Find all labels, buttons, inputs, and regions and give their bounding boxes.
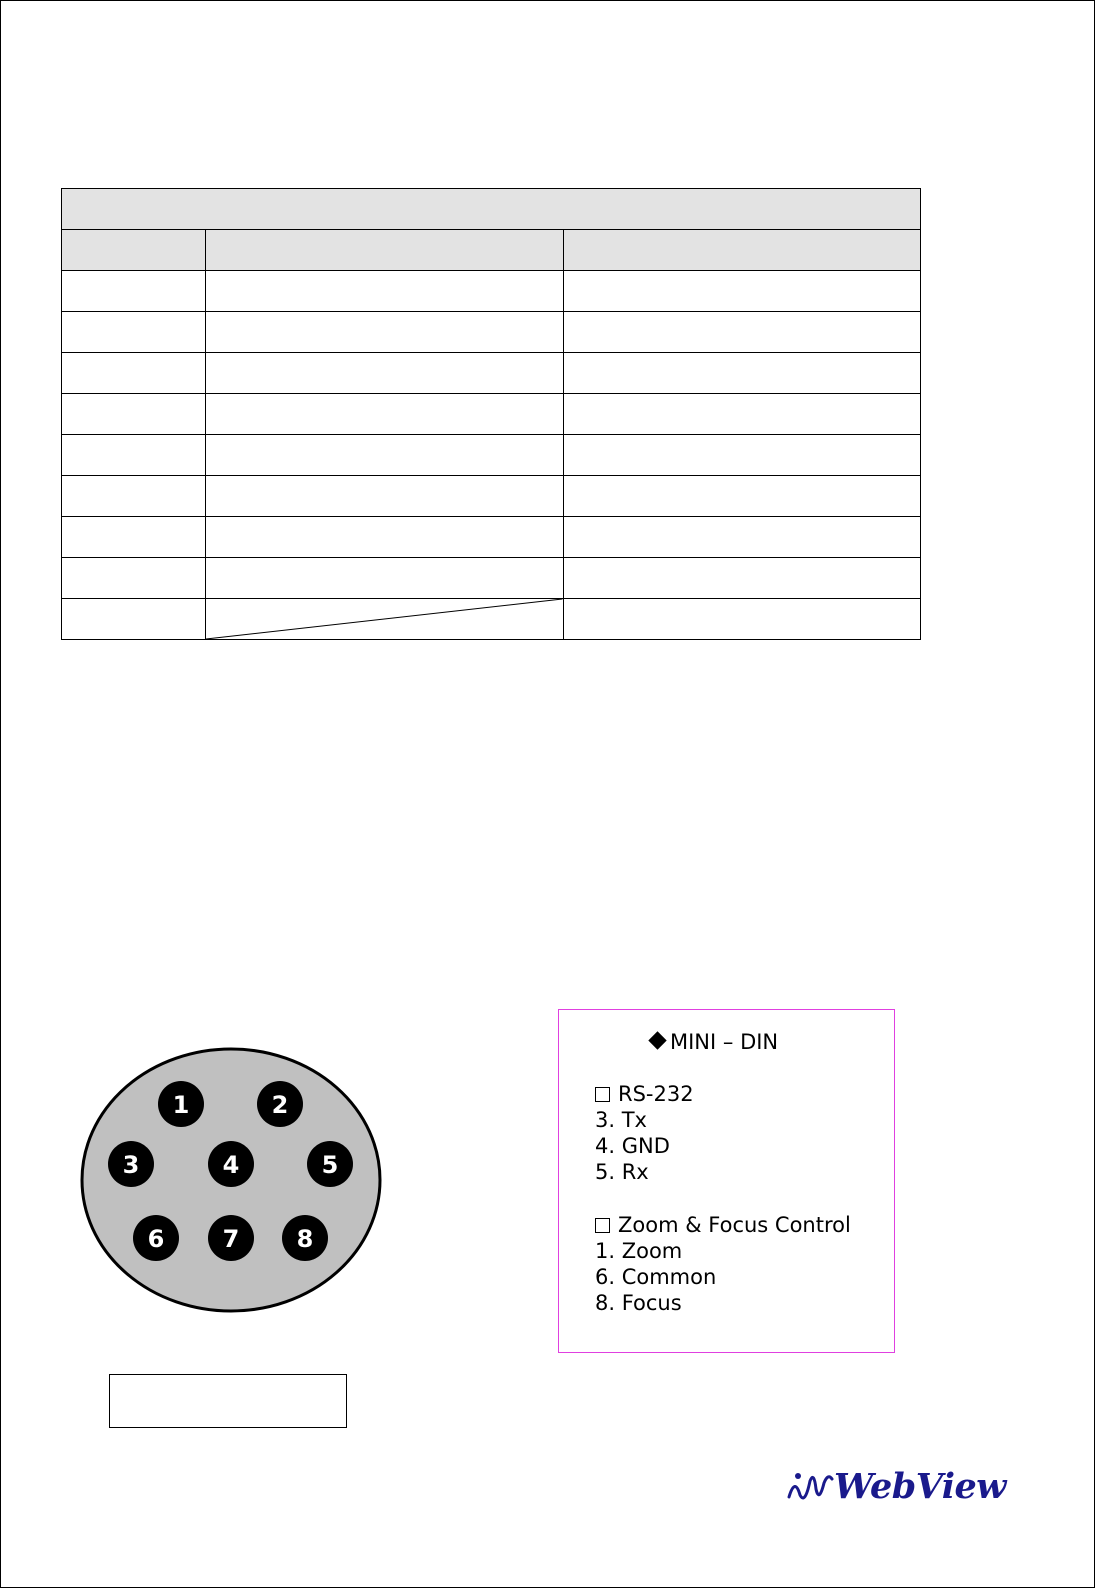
checkbox-square-icon [595, 1087, 610, 1102]
table-cell [62, 353, 206, 394]
legend-title [651, 1030, 778, 1054]
pin-label: 1 [172, 1091, 190, 1119]
table-cell [563, 394, 920, 435]
pin-label: 3 [122, 1151, 140, 1179]
pin-label: 5 [321, 1151, 339, 1179]
table-cell [563, 476, 920, 517]
table-cell [206, 353, 563, 394]
table-cell [206, 312, 563, 353]
pin-1 [158, 1081, 204, 1127]
table-cell [206, 271, 563, 312]
legend-item: 1. Zoom [595, 1239, 683, 1263]
diamond-bullet-icon [648, 1031, 666, 1049]
pin-label: 8 [296, 1225, 314, 1253]
diagonal-line [206, 599, 562, 639]
table-row [62, 517, 921, 558]
header-cell [206, 230, 563, 271]
table-row [62, 476, 921, 517]
table-cell [563, 312, 920, 353]
table-row [62, 353, 921, 394]
table-cell [62, 312, 206, 353]
legend-item: 5. Rx [595, 1160, 649, 1184]
table-row [62, 435, 921, 476]
rs232-heading-text: RS-232 [618, 1082, 694, 1106]
mini-din-connector-diagram [75, 1040, 390, 1320]
header-cell [62, 230, 206, 271]
table-title-cell [62, 189, 921, 230]
pin-label: 6 [147, 1225, 165, 1253]
table-row [62, 599, 921, 640]
webview-logo [786, 1466, 1006, 1516]
pin-table [61, 188, 921, 640]
table-cell [206, 476, 563, 517]
diagonal-cell [206, 599, 563, 640]
pin-label: 2 [271, 1091, 289, 1119]
legend-item: 3. Tx [595, 1108, 647, 1132]
pinout-legend-box [558, 1009, 895, 1353]
pin-2 [257, 1081, 303, 1127]
pin-6 [133, 1215, 179, 1261]
pin-7 [208, 1215, 254, 1261]
table-title-row [62, 189, 921, 230]
pin-4 [208, 1141, 254, 1187]
table-row [62, 558, 921, 599]
table-cell [206, 558, 563, 599]
pin-label: 4 [222, 1151, 240, 1179]
legend-item: 8. Focus [595, 1291, 682, 1315]
table-cell [563, 271, 920, 312]
table-cell [563, 558, 920, 599]
table-cell [62, 476, 206, 517]
table-cell [206, 435, 563, 476]
table-cell [563, 599, 920, 640]
table-cell [62, 394, 206, 435]
legend-item: 6. Common [595, 1265, 717, 1289]
table-row [62, 312, 921, 353]
webview-logo-text: WebView [834, 1466, 1006, 1507]
checkbox-square-icon [595, 1218, 610, 1233]
caption-box [109, 1374, 347, 1428]
pin-3 [108, 1141, 154, 1187]
table-header-row [62, 230, 921, 271]
table-cell [62, 558, 206, 599]
table-row [62, 271, 921, 312]
pin-8 [282, 1215, 328, 1261]
zoom-focus-heading-text: Zoom & Focus Control [618, 1213, 851, 1237]
zoom-focus-heading [595, 1213, 851, 1237]
table-cell [62, 599, 206, 640]
legend-item: 4. GND [595, 1134, 670, 1158]
table-cell [62, 271, 206, 312]
table-cell [206, 394, 563, 435]
table-cell [62, 435, 206, 476]
table-cell [206, 517, 563, 558]
pin-label: 7 [222, 1225, 240, 1253]
webview-logo-mark-icon [786, 1467, 834, 1507]
legend-title-text: MINI – DIN [670, 1030, 779, 1054]
table-cell [563, 517, 920, 558]
table-cell [62, 517, 206, 558]
header-cell [563, 230, 920, 271]
table-cell [563, 435, 920, 476]
pin-5 [307, 1141, 353, 1187]
rs232-heading [595, 1082, 694, 1106]
table-cell [563, 353, 920, 394]
table-row [62, 394, 921, 435]
